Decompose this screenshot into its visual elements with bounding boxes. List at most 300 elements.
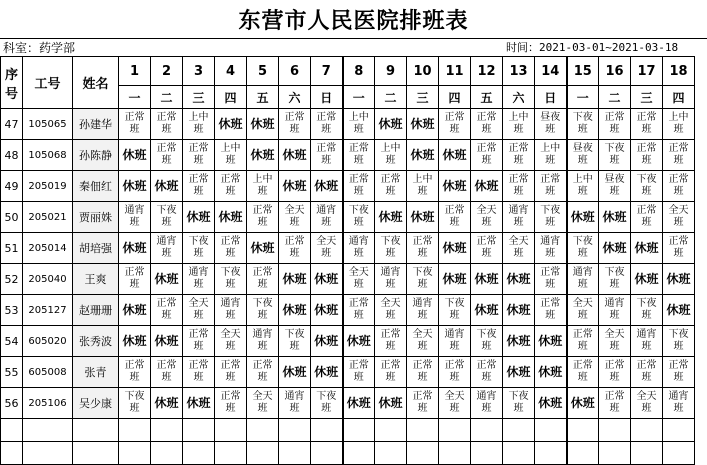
shift-cell: 休班 bbox=[631, 233, 663, 264]
shift-cell: 下夜 班 bbox=[247, 295, 279, 326]
shift-cell: 正常 班 bbox=[631, 357, 663, 388]
row-seq: 52 bbox=[1, 264, 23, 295]
day-number-cell: 2 bbox=[151, 57, 183, 86]
shift-cell: 正常 班 bbox=[407, 357, 439, 388]
shift-cell: 正常 班 bbox=[247, 264, 279, 295]
weekday-cell: 日 bbox=[535, 86, 567, 109]
shift-cell: 休班 bbox=[311, 326, 343, 357]
shift-cell: 休班 bbox=[503, 264, 535, 295]
shift-cell: 休班 bbox=[407, 202, 439, 233]
shift-cell: 通宵 班 bbox=[311, 202, 343, 233]
shift-cell: 全天 班 bbox=[247, 388, 279, 419]
shift-cell: 休班 bbox=[279, 295, 311, 326]
shift-cell: 上中 班 bbox=[183, 109, 215, 140]
shift-cell: 上中 班 bbox=[407, 171, 439, 202]
shift-cell: 正常 班 bbox=[247, 357, 279, 388]
shift-cell: 下夜 班 bbox=[343, 202, 375, 233]
empty-cell bbox=[23, 419, 73, 442]
empty-cell bbox=[535, 442, 567, 465]
shift-cell: 全天 班 bbox=[439, 388, 471, 419]
empty-cell bbox=[215, 419, 247, 442]
shift-cell: 下夜 班 bbox=[311, 388, 343, 419]
shift-cell: 休班 bbox=[407, 140, 439, 171]
header-emp-id: 工号 bbox=[23, 57, 73, 109]
empty-cell bbox=[407, 442, 439, 465]
shift-cell: 正常 班 bbox=[247, 202, 279, 233]
shift-cell: 下夜 班 bbox=[183, 233, 215, 264]
day-number-cell: 16 bbox=[599, 57, 631, 86]
shift-cell: 正常 班 bbox=[599, 357, 631, 388]
shift-cell: 正常 班 bbox=[663, 357, 695, 388]
empty-cell bbox=[663, 419, 695, 442]
shift-cell: 下夜 班 bbox=[631, 295, 663, 326]
row-name: 赵珊珊 bbox=[73, 295, 119, 326]
shift-cell: 休班 bbox=[279, 140, 311, 171]
shift-cell: 下夜 班 bbox=[535, 202, 567, 233]
shift-cell: 正常 班 bbox=[215, 388, 247, 419]
day-number-cell: 10 bbox=[407, 57, 439, 86]
weekday-cell: 一 bbox=[119, 86, 151, 109]
shift-cell: 全天 班 bbox=[375, 295, 407, 326]
day-number-cell: 7 bbox=[311, 57, 343, 86]
shift-cell: 全天 班 bbox=[279, 202, 311, 233]
shift-cell: 全天 班 bbox=[471, 202, 503, 233]
weekday-cell: 二 bbox=[599, 86, 631, 109]
empty-cell bbox=[567, 442, 599, 465]
weekday-cell: 三 bbox=[183, 86, 215, 109]
shift-cell: 正常 班 bbox=[279, 233, 311, 264]
weekday-cell: 一 bbox=[343, 86, 375, 109]
empty-cell bbox=[1, 419, 23, 442]
shift-cell: 休班 bbox=[343, 388, 375, 419]
shift-cell: 下夜 班 bbox=[567, 109, 599, 140]
shift-cell: 休班 bbox=[151, 326, 183, 357]
shift-cell: 正常 班 bbox=[535, 295, 567, 326]
empty-cell bbox=[247, 442, 279, 465]
empty-cell bbox=[183, 419, 215, 442]
shift-cell: 休班 bbox=[119, 295, 151, 326]
row-emp-id: 205021 bbox=[23, 202, 73, 233]
shift-cell: 正常 班 bbox=[631, 202, 663, 233]
shift-cell: 全天 班 bbox=[631, 388, 663, 419]
shift-cell: 昼夜 班 bbox=[599, 171, 631, 202]
shift-cell: 下夜 班 bbox=[567, 233, 599, 264]
row-emp-id: 205127 bbox=[23, 295, 73, 326]
shift-cell: 上中 班 bbox=[247, 171, 279, 202]
day-number-row bbox=[1, 57, 695, 86]
shift-cell: 休班 bbox=[663, 295, 695, 326]
shift-cell: 正常 班 bbox=[567, 326, 599, 357]
shift-cell: 休班 bbox=[311, 264, 343, 295]
shift-cell: 通宵 班 bbox=[375, 264, 407, 295]
row-seq: 55 bbox=[1, 357, 23, 388]
shift-cell: 下夜 班 bbox=[215, 264, 247, 295]
row-seq: 51 bbox=[1, 233, 23, 264]
shift-cell: 正常 班 bbox=[407, 233, 439, 264]
shift-cell: 正常 班 bbox=[119, 109, 151, 140]
shift-cell: 全天 班 bbox=[599, 326, 631, 357]
shift-cell: 休班 bbox=[439, 171, 471, 202]
shift-cell: 休班 bbox=[279, 171, 311, 202]
row-seq: 49 bbox=[1, 171, 23, 202]
empty-row bbox=[1, 442, 695, 465]
shift-cell: 全天 班 bbox=[407, 326, 439, 357]
day-number-cell: 6 bbox=[279, 57, 311, 86]
shift-cell: 上中 班 bbox=[535, 140, 567, 171]
shift-cell: 下夜 班 bbox=[599, 264, 631, 295]
shift-cell: 全天 班 bbox=[343, 264, 375, 295]
shift-cell: 正常 班 bbox=[503, 171, 535, 202]
weekday-cell: 四 bbox=[663, 86, 695, 109]
shift-cell: 下夜 班 bbox=[599, 140, 631, 171]
shift-cell: 通宵 班 bbox=[215, 295, 247, 326]
shift-cell: 休班 bbox=[375, 388, 407, 419]
empty-cell bbox=[503, 442, 535, 465]
shift-cell: 休班 bbox=[535, 388, 567, 419]
shift-cell: 通宵 班 bbox=[247, 326, 279, 357]
shift-cell: 通宵 班 bbox=[439, 326, 471, 357]
shift-cell: 正常 班 bbox=[151, 295, 183, 326]
shift-cell: 通宵 班 bbox=[279, 388, 311, 419]
empty-cell bbox=[439, 419, 471, 442]
empty-cell bbox=[375, 419, 407, 442]
weekday-cell: 二 bbox=[375, 86, 407, 109]
shift-cell: 正常 班 bbox=[471, 233, 503, 264]
shift-cell: 休班 bbox=[279, 357, 311, 388]
shift-cell: 全天 班 bbox=[183, 295, 215, 326]
shift-cell: 下夜 班 bbox=[375, 233, 407, 264]
shift-cell: 休班 bbox=[311, 357, 343, 388]
empty-cell bbox=[247, 419, 279, 442]
empty-cell bbox=[631, 442, 663, 465]
shift-cell: 正常 班 bbox=[407, 388, 439, 419]
weekday-cell: 二 bbox=[151, 86, 183, 109]
title-divider bbox=[0, 38, 707, 39]
shift-cell: 正常 班 bbox=[631, 109, 663, 140]
header-name: 姓名 bbox=[73, 57, 119, 109]
weekday-cell: 四 bbox=[439, 86, 471, 109]
empty-cell bbox=[375, 442, 407, 465]
shift-cell: 休班 bbox=[439, 233, 471, 264]
shift-cell: 休班 bbox=[247, 140, 279, 171]
empty-cell bbox=[119, 419, 151, 442]
shift-cell: 休班 bbox=[311, 295, 343, 326]
shift-cell: 下夜 班 bbox=[119, 388, 151, 419]
empty-cell bbox=[311, 419, 343, 442]
day-number-cell: 15 bbox=[567, 57, 599, 86]
shift-cell: 正常 班 bbox=[471, 140, 503, 171]
row-emp-id: 105065 bbox=[23, 109, 73, 140]
shift-cell: 休班 bbox=[439, 264, 471, 295]
row-emp-id: 605008 bbox=[23, 357, 73, 388]
shift-cell: 通宵 班 bbox=[183, 264, 215, 295]
shift-cell: 上中 班 bbox=[503, 109, 535, 140]
shift-cell: 正常 班 bbox=[343, 357, 375, 388]
empty-cell bbox=[407, 419, 439, 442]
shift-cell: 休班 bbox=[407, 109, 439, 140]
shift-cell: 正常 班 bbox=[151, 140, 183, 171]
table-row bbox=[1, 202, 695, 233]
shift-cell: 下夜 班 bbox=[439, 295, 471, 326]
empty-cell bbox=[151, 419, 183, 442]
table-row bbox=[1, 326, 695, 357]
shift-cell: 正常 班 bbox=[343, 140, 375, 171]
shift-cell: 下夜 班 bbox=[503, 388, 535, 419]
shift-cell: 全天 班 bbox=[503, 233, 535, 264]
row-name: 孙陈静 bbox=[73, 140, 119, 171]
empty-cell bbox=[343, 419, 375, 442]
shift-cell: 休班 bbox=[151, 171, 183, 202]
shift-cell: 休班 bbox=[119, 326, 151, 357]
shift-cell: 休班 bbox=[567, 388, 599, 419]
row-name: 秦佃红 bbox=[73, 171, 119, 202]
shift-cell: 上中 班 bbox=[375, 140, 407, 171]
shift-cell: 休班 bbox=[215, 202, 247, 233]
shift-cell: 休班 bbox=[151, 388, 183, 419]
day-number-cell: 3 bbox=[183, 57, 215, 86]
shift-cell: 休班 bbox=[119, 171, 151, 202]
shift-cell: 正常 班 bbox=[599, 388, 631, 419]
weekday-cell: 三 bbox=[407, 86, 439, 109]
shift-cell: 休班 bbox=[183, 202, 215, 233]
shift-cell: 正常 班 bbox=[535, 171, 567, 202]
shift-cell: 休班 bbox=[471, 295, 503, 326]
shift-cell: 下夜 班 bbox=[471, 326, 503, 357]
day-number-cell: 18 bbox=[663, 57, 695, 86]
empty-cell bbox=[503, 419, 535, 442]
shift-cell: 下夜 班 bbox=[279, 326, 311, 357]
table-row bbox=[1, 109, 695, 140]
shift-cell: 正常 班 bbox=[343, 295, 375, 326]
shift-cell: 休班 bbox=[247, 109, 279, 140]
shift-cell: 休班 bbox=[535, 357, 567, 388]
day-number-cell: 17 bbox=[631, 57, 663, 86]
shift-cell: 下夜 班 bbox=[631, 171, 663, 202]
row-name: 胡培强 bbox=[73, 233, 119, 264]
shift-cell: 正常 班 bbox=[471, 109, 503, 140]
shift-cell: 休班 bbox=[311, 171, 343, 202]
shift-cell: 正常 班 bbox=[535, 264, 567, 295]
table-row bbox=[1, 264, 695, 295]
day-number-cell: 9 bbox=[375, 57, 407, 86]
shift-cell: 休班 bbox=[375, 109, 407, 140]
day-number-cell: 8 bbox=[343, 57, 375, 86]
row-name: 王爽 bbox=[73, 264, 119, 295]
shift-cell: 正常 班 bbox=[471, 357, 503, 388]
shift-cell: 上中 班 bbox=[663, 109, 695, 140]
shift-cell: 上中 班 bbox=[215, 140, 247, 171]
shift-cell: 正常 班 bbox=[215, 233, 247, 264]
day-number-cell: 12 bbox=[471, 57, 503, 86]
weekday-cell: 日 bbox=[311, 86, 343, 109]
shift-cell: 全天 班 bbox=[663, 202, 695, 233]
weekday-cell: 六 bbox=[503, 86, 535, 109]
shift-cell: 休班 bbox=[599, 233, 631, 264]
shift-cell: 正常 班 bbox=[119, 264, 151, 295]
shift-cell: 上中 班 bbox=[567, 171, 599, 202]
empty-cell bbox=[279, 419, 311, 442]
shift-cell: 全天 班 bbox=[215, 326, 247, 357]
shift-cell: 休班 bbox=[119, 140, 151, 171]
shift-cell: 下夜 班 bbox=[663, 326, 695, 357]
day-number-cell: 1 bbox=[119, 57, 151, 86]
shift-cell: 休班 bbox=[343, 326, 375, 357]
table-row bbox=[1, 388, 695, 419]
row-seq: 48 bbox=[1, 140, 23, 171]
department-label: 科室：药学部 bbox=[3, 41, 76, 55]
day-number-cell: 11 bbox=[439, 57, 471, 86]
table-row bbox=[1, 140, 695, 171]
shift-cell: 正常 班 bbox=[183, 171, 215, 202]
day-number-cell: 4 bbox=[215, 57, 247, 86]
empty-cell bbox=[343, 442, 375, 465]
shift-cell: 休班 bbox=[503, 295, 535, 326]
empty-cell bbox=[439, 442, 471, 465]
row-seq: 54 bbox=[1, 326, 23, 357]
shift-cell: 正常 班 bbox=[151, 357, 183, 388]
empty-cell bbox=[1, 442, 23, 465]
empty-cell bbox=[631, 419, 663, 442]
empty-row bbox=[1, 419, 695, 442]
shift-cell: 昼夜 班 bbox=[567, 140, 599, 171]
empty-cell bbox=[663, 442, 695, 465]
row-name: 张青 bbox=[73, 357, 119, 388]
row-emp-id: 205106 bbox=[23, 388, 73, 419]
weekday-cell: 四 bbox=[215, 86, 247, 109]
empty-cell bbox=[183, 442, 215, 465]
shift-cell: 正常 班 bbox=[439, 109, 471, 140]
shift-cell: 休班 bbox=[631, 264, 663, 295]
row-emp-id: 205014 bbox=[23, 233, 73, 264]
empty-cell bbox=[151, 442, 183, 465]
shift-cell: 正常 班 bbox=[375, 171, 407, 202]
shift-cell: 正常 班 bbox=[183, 140, 215, 171]
weekday-cell: 一 bbox=[567, 86, 599, 109]
shift-cell: 休班 bbox=[247, 233, 279, 264]
shift-cell: 正常 班 bbox=[503, 140, 535, 171]
shift-cell: 正常 班 bbox=[311, 140, 343, 171]
shift-cell: 正常 班 bbox=[439, 357, 471, 388]
shift-cell: 正常 班 bbox=[599, 109, 631, 140]
shift-cell: 通宵 班 bbox=[599, 295, 631, 326]
row-seq: 53 bbox=[1, 295, 23, 326]
empty-cell bbox=[535, 419, 567, 442]
shift-cell: 正常 班 bbox=[631, 140, 663, 171]
shift-cell: 休班 bbox=[471, 264, 503, 295]
row-emp-id: 205019 bbox=[23, 171, 73, 202]
shift-cell: 正常 班 bbox=[279, 109, 311, 140]
shift-cell: 通宵 班 bbox=[631, 326, 663, 357]
weekday-cell: 六 bbox=[279, 86, 311, 109]
schedule-title: 东营市人民医院排班表 bbox=[238, 8, 469, 34]
shift-cell: 正常 班 bbox=[151, 109, 183, 140]
empty-cell bbox=[119, 442, 151, 465]
empty-cell bbox=[279, 442, 311, 465]
shift-cell: 通宵 班 bbox=[119, 202, 151, 233]
shift-cell: 全天 班 bbox=[311, 233, 343, 264]
shift-cell: 正常 班 bbox=[663, 140, 695, 171]
row-emp-id: 205040 bbox=[23, 264, 73, 295]
shift-cell: 正常 班 bbox=[439, 202, 471, 233]
shift-cell: 休班 bbox=[599, 202, 631, 233]
shift-cell: 休班 bbox=[503, 357, 535, 388]
row-name: 吴少康 bbox=[73, 388, 119, 419]
shift-cell: 下夜 班 bbox=[407, 264, 439, 295]
shift-cell: 通宵 班 bbox=[151, 233, 183, 264]
shift-cell: 休班 bbox=[535, 326, 567, 357]
shift-cell: 正常 班 bbox=[375, 326, 407, 357]
shift-cell: 昼夜 班 bbox=[535, 109, 567, 140]
empty-cell bbox=[471, 419, 503, 442]
table-row bbox=[1, 357, 695, 388]
row-name: 贾丽姝 bbox=[73, 202, 119, 233]
empty-cell bbox=[23, 442, 73, 465]
shift-cell: 正常 班 bbox=[567, 357, 599, 388]
row-seq: 47 bbox=[1, 109, 23, 140]
shift-cell: 休班 bbox=[183, 388, 215, 419]
shift-cell: 通宵 班 bbox=[663, 388, 695, 419]
empty-cell bbox=[311, 442, 343, 465]
shift-cell: 正常 班 bbox=[215, 171, 247, 202]
shift-cell: 休班 bbox=[215, 109, 247, 140]
shift-cell: 通宵 班 bbox=[503, 202, 535, 233]
shift-cell: 正常 班 bbox=[663, 171, 695, 202]
shift-cell: 休班 bbox=[503, 326, 535, 357]
shift-cell: 休班 bbox=[119, 233, 151, 264]
row-emp-id: 105068 bbox=[23, 140, 73, 171]
row-emp-id: 605020 bbox=[23, 326, 73, 357]
row-name: 孙建华 bbox=[73, 109, 119, 140]
shift-cell: 正常 班 bbox=[375, 357, 407, 388]
shift-cell: 正常 班 bbox=[215, 357, 247, 388]
table-row bbox=[1, 295, 695, 326]
shift-cell: 休班 bbox=[279, 264, 311, 295]
shift-cell: 上中 班 bbox=[343, 109, 375, 140]
day-number-cell: 13 bbox=[503, 57, 535, 86]
shift-cell: 全天 班 bbox=[567, 295, 599, 326]
shift-cell: 通宵 班 bbox=[535, 233, 567, 264]
row-seq: 50 bbox=[1, 202, 23, 233]
weekday-cell: 五 bbox=[471, 86, 503, 109]
empty-cell bbox=[599, 419, 631, 442]
shift-cell: 正常 班 bbox=[183, 326, 215, 357]
empty-cell bbox=[567, 419, 599, 442]
table-row bbox=[1, 233, 695, 264]
empty-cell bbox=[471, 442, 503, 465]
period-label: 时间：2021-03-01~2021-03-18 bbox=[506, 41, 679, 54]
empty-cell bbox=[73, 419, 119, 442]
shift-cell: 休班 bbox=[663, 264, 695, 295]
schedule-table bbox=[0, 56, 695, 465]
shift-cell: 休班 bbox=[151, 264, 183, 295]
shift-cell: 通宵 班 bbox=[567, 264, 599, 295]
empty-cell bbox=[73, 442, 119, 465]
shift-cell: 休班 bbox=[375, 202, 407, 233]
day-number-cell: 14 bbox=[535, 57, 567, 86]
table-row bbox=[1, 171, 695, 202]
header-seq: 序号 bbox=[1, 57, 23, 109]
row-seq: 56 bbox=[1, 388, 23, 419]
weekday-cell: 三 bbox=[631, 86, 663, 109]
shift-cell: 休班 bbox=[439, 140, 471, 171]
empty-cell bbox=[599, 442, 631, 465]
empty-cell bbox=[215, 442, 247, 465]
shift-cell: 正常 班 bbox=[663, 233, 695, 264]
shift-cell: 正常 班 bbox=[119, 357, 151, 388]
shift-cell: 休班 bbox=[567, 202, 599, 233]
weekday-cell: 五 bbox=[247, 86, 279, 109]
row-name: 张秀波 bbox=[73, 326, 119, 357]
